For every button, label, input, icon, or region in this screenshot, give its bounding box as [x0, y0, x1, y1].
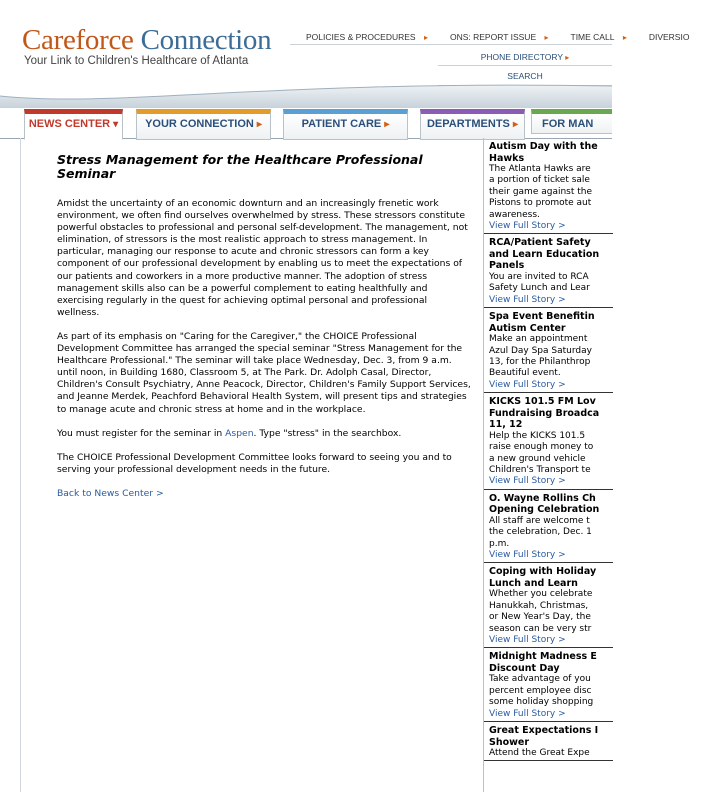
news-item-summary: 13, for the Philanthrop — [489, 356, 591, 367]
news-item-summary: Hanukkah, Christmas, — [489, 600, 589, 611]
news-item-summary: or New Year's Day, the — [489, 612, 591, 623]
news-item-title: Panels — [489, 260, 525, 272]
news-item-summary: Attend the Great Expe — [489, 748, 590, 758]
news-item-title: Coping with Holiday — [489, 566, 597, 578]
article-paragraph: As part of its emphasis on "Caring for the Caregiver," the CHOICE Professional Development Committee has arranged the special seminar "Stress Management for the Healthcare Professional." The seminar will take place Wednesday, Dec. 3, from 9 a.m. until noon, in Building 1680, Classroom 5, at The Park. Dr. Adolph Casal, Director, Children's Consult Psychiatry, Anne Peacock, Director, Children's Family Support Services, and Jeanne Merdek, Peachford Behavioral Health System, will present tips and strategies to manage acute and chronic stress at home and in the workplace. — [57, 330, 471, 415]
tab-your-connection[interactable] — [136, 109, 271, 140]
article-title: Stress Management for the Healthcare Professional Seminar — [57, 152, 423, 181]
top-links — [290, 26, 690, 45]
search-link[interactable]: SEARCH — [438, 71, 612, 86]
article-paragraph: Amidst the uncertainty of an economic downturn and an increasingly frenetic work environment, we often find ourselves overwhelmed by stress. These stressors constitute powerful obstacles to professional and personal self-development. The management, not elimination, of stressors is the most realistic approach to stress management. In particular, managing our response to acute and chronic stressors can form a key component of our professional development by enabling us to meet the expectations of our patients and coworkers in a more productive manner. The adoption of stress management skills also can be a powerful complement to eating healthfully and exercising regularly in the quest for achieving optimal personal and professional wellness. — [57, 198, 468, 318]
news-item-title: Midnight Madness E — [489, 651, 597, 663]
sidebar-news-item — [484, 563, 613, 648]
news-item-title: O. Wayne Rollins Ch — [489, 492, 596, 504]
news-item-summary: p.m. — [489, 538, 510, 549]
news-item-summary: Children's Transport te — [489, 464, 591, 475]
top-link-policies[interactable] — [290, 26, 434, 42]
sidebar-news-item — [484, 722, 613, 761]
news-item-summary: raise enough money to — [489, 442, 594, 453]
arrow-right-icon: ▸ — [544, 33, 549, 42]
site-logo[interactable] — [22, 26, 271, 55]
view-full-story-link[interactable]: View Full Story > — [489, 476, 566, 487]
tab-for-managers[interactable] — [531, 109, 612, 134]
tab-news-center[interactable] — [24, 109, 123, 140]
news-item-summary: Make an appointment — [489, 334, 588, 345]
article — [57, 153, 472, 512]
sidebar-news-item — [484, 308, 613, 393]
arrow-right-icon: ▸ — [384, 119, 390, 130]
register-text-after: . Type "stress" in the searchbox. — [253, 427, 402, 439]
news-item-title: Fundraising Broadca — [489, 407, 600, 419]
news-sidebar — [483, 138, 613, 792]
logo-careforce: Careforce — [22, 24, 134, 56]
sidebar-news-item — [484, 490, 613, 564]
article-closing: The CHOICE Professional Development Committee looks forward to seeing you and to serving your professional development needs in the future. — [57, 451, 452, 475]
register-text-before: You must register for the seminar in — [57, 427, 226, 439]
sidebar-news-item — [484, 648, 613, 722]
content-left-rule — [20, 138, 21, 792]
phone-directory-label: PHONE DIRECTORY — [480, 52, 563, 62]
sidebar-news-item — [484, 234, 613, 308]
news-item-title: Spa Event Benefitin — [489, 311, 595, 323]
news-item-summary: You are invited to RCA — [489, 271, 589, 282]
news-item-title: Lunch and Learn — [489, 577, 578, 589]
arrow-right-icon: ▸ — [423, 33, 428, 42]
arrow-right-icon: ▸ — [565, 53, 570, 62]
top-link-label: TIME CALL — [570, 32, 615, 42]
news-item-summary: percent employee disc — [489, 685, 592, 696]
news-item-summary: Safety Lunch and Lear — [489, 283, 590, 294]
news-item-summary: Pistons to promote aut — [489, 198, 592, 209]
news-item-title: RCA/Patient Safety — [489, 237, 591, 249]
register-note — [57, 428, 472, 440]
view-full-story-link[interactable]: View Full Story > — [489, 221, 566, 232]
aspen-link[interactable]: Aspen — [225, 427, 254, 439]
phone-directory-link[interactable] — [438, 52, 612, 66]
top-link-report-issue[interactable] — [434, 26, 555, 42]
logo-connection: Connection — [140, 24, 272, 56]
news-item-summary: their game against the — [489, 186, 593, 197]
tab-label: NEWS CENTER — [28, 118, 111, 130]
top-link-label: ONS: REPORT ISSUE — [449, 32, 537, 42]
news-item-summary: Beautiful event. — [489, 368, 561, 379]
chevron-down-icon: ▾ — [113, 119, 119, 130]
news-item-summary: a portion of ticket sale — [489, 175, 590, 186]
news-item-summary: Take advantage of you — [489, 674, 591, 685]
news-item-summary: Whether you celebrate — [489, 589, 593, 600]
tab-label: YOUR CONNECTION — [145, 118, 254, 130]
news-item-title: and Learn Education — [489, 248, 600, 260]
tab-departments[interactable] — [420, 109, 525, 140]
top-link-label: POLICIES & PROCEDURES — [306, 32, 416, 42]
top-link-diversion[interactable] — [633, 26, 701, 42]
tab-label: FOR MAN — [542, 118, 594, 130]
sidebar-news-item — [484, 393, 613, 490]
news-item-title: Opening Celebration — [489, 504, 600, 516]
news-item-summary: awareness. — [489, 209, 540, 220]
news-item-title: Autism Day with the — [489, 141, 598, 152]
top-link-time-call[interactable] — [555, 26, 633, 42]
news-item-title: Discount Day — [489, 662, 560, 674]
tab-label: PATIENT CARE — [301, 118, 382, 130]
sidebar-news-item — [484, 138, 613, 234]
news-item-title: Shower — [489, 736, 530, 748]
news-item-title: Hawks — [489, 152, 525, 164]
view-full-story-link[interactable]: View Full Story > — [489, 634, 566, 645]
back-to-news-link[interactable]: Back to News Center > — [57, 487, 164, 499]
news-item-title: Great Expectations I — [489, 725, 599, 736]
news-item-summary: All staff are welcome t — [489, 515, 590, 526]
arrow-right-icon: ▸ — [256, 119, 262, 130]
news-item-summary: season can be very str — [489, 623, 592, 634]
news-item-summary: Azul Day Spa Saturday — [489, 345, 592, 356]
news-item-title: KICKS 101.5 FM Lov — [489, 396, 596, 408]
site-tagline: Your Link to Children's Healthcare of Atlanta — [24, 55, 249, 67]
news-item-summary: some holiday shopping — [489, 697, 594, 708]
view-full-story-link[interactable]: View Full Story > — [489, 549, 566, 560]
view-full-story-link[interactable]: View Full Story > — [489, 294, 566, 305]
arrow-right-icon: ▸ — [622, 33, 627, 42]
news-item-summary: the celebration, Dec. 1 — [489, 527, 592, 538]
top-link-label: DIVERSIO — [648, 32, 690, 42]
header-swoosh — [0, 78, 612, 108]
news-item-summary: The Atlanta Hawks are — [489, 164, 591, 174]
news-item-title: Autism Center — [489, 322, 566, 334]
news-item-summary: a new ground vehicle — [489, 453, 586, 464]
news-item-title: 11, 12 — [489, 419, 523, 431]
view-full-story-link[interactable]: View Full Story > — [489, 379, 566, 390]
arrow-right-icon: ▸ — [512, 119, 518, 130]
tab-label: DEPARTMENTS — [426, 118, 510, 130]
news-item-summary: Help the KICKS 101.5 — [489, 430, 586, 441]
tab-patient-care[interactable] — [283, 109, 408, 140]
view-full-story-link[interactable]: View Full Story > — [489, 708, 566, 719]
